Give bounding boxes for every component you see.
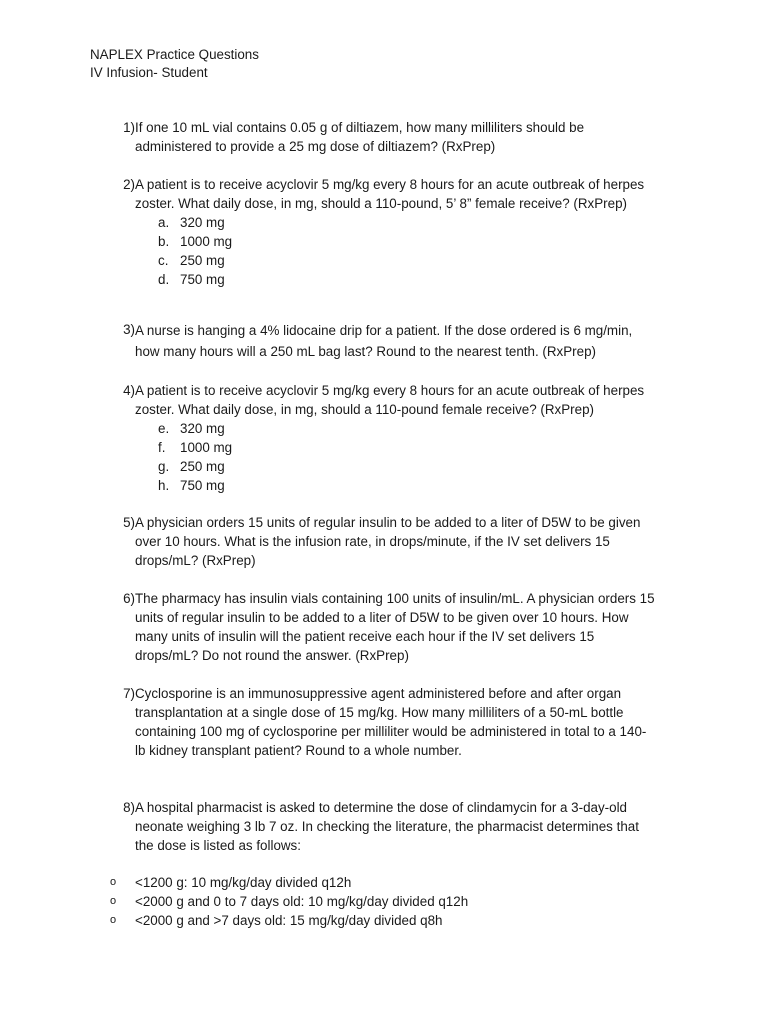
- answer-options: [135, 419, 683, 495]
- option-letter: g.: [158, 459, 170, 474]
- question-line: zoster. What daily dose, in mg, should a 110-pound female receive? (RxPrep): [135, 402, 594, 417]
- answer-option: [135, 270, 683, 289]
- question-line: the dose is listed as follows:: [135, 838, 301, 853]
- question-line: The pharmacy has insulin vials containing 100 units of insulin/mL. A physician orders 15: [135, 591, 655, 606]
- question-number: 8): [123, 800, 135, 815]
- option-letter: f.: [158, 440, 166, 455]
- option-value: 320 mg: [180, 421, 225, 436]
- option-value: 750 mg: [180, 478, 225, 493]
- option-value: 1000 mg: [180, 440, 233, 455]
- option-letter: b.: [158, 234, 170, 249]
- question-line: how many hours will a 250 mL bag last? Round to the nearest tenth. (RxPrep): [135, 344, 596, 359]
- question-line: units of regular insulin to be added to a liter of D5W to be given over 10 hours. How: [135, 610, 629, 625]
- question-line: transplantation at a single dose of 15 mg/kg. How many milliliters of a 50-mL bottle: [135, 705, 624, 720]
- question-text: [135, 684, 683, 760]
- answer-option: [135, 251, 683, 270]
- bullet-text: <2000 g and 0 to 7 days old: 10 mg/kg/day divided q12h: [135, 894, 469, 909]
- question-line: lb kidney transplant patient? Round to a whole number.: [135, 743, 462, 758]
- question-line: over 10 hours. What is the infusion rate, in drops/minute, if the IV set delivers 15: [135, 534, 610, 549]
- option-letter: c.: [158, 253, 169, 268]
- question-number: 7): [123, 686, 135, 701]
- option-value: 320 mg: [180, 215, 225, 230]
- question-line: drops/mL? (RxPrep): [135, 553, 256, 568]
- option-letter: e.: [158, 421, 170, 436]
- option-value: 1000 mg: [180, 234, 233, 249]
- answer-option: [135, 213, 683, 232]
- question-number: 1): [123, 120, 135, 135]
- question-text: [135, 118, 683, 156]
- document-title: NAPLEX Practice Questions: [90, 47, 259, 62]
- question-text: [135, 381, 683, 495]
- question-line: A patient is to receive acyclovir 5 mg/kg every 8 hours for an acute outbreak of herpes: [135, 383, 645, 398]
- option-value: 250 mg: [180, 253, 225, 268]
- question-line: If one 10 mL vial contains 0.05 g of diltiazem, how many milliliters should be: [135, 120, 585, 135]
- option-letter: a.: [158, 215, 170, 230]
- answer-option: [135, 419, 683, 438]
- bullet-text: <1200 g: 10 mg/kg/day divided q12h: [135, 875, 352, 890]
- question-number: 5): [123, 515, 135, 530]
- bullet-item: [110, 911, 670, 930]
- question-line: neonate weighing 3 lb 7 oz. In checking the literature, the pharmacist determines that: [135, 819, 639, 834]
- bullet-text: <2000 g and >7 days old: 15 mg/kg/day divided q8h: [135, 913, 443, 928]
- question-text: [135, 513, 683, 570]
- option-value: 750 mg: [180, 272, 225, 287]
- question-number: 2): [123, 177, 135, 192]
- question-line: zoster. What daily dose, in mg, should a 110-pound, 5’ 8” female receive? (RxPrep): [135, 196, 627, 211]
- question-line: A nurse is hanging a 4% lidocaine drip for a patient. If the dose ordered is 6 mg/min,: [135, 323, 633, 338]
- question-line: many units of insulin will the patient receive each hour if the IV set delivers 15: [135, 629, 595, 644]
- answer-option: [135, 476, 683, 495]
- question-line: Cyclosporine is an immunosuppressive agent administered before and after organ: [135, 686, 622, 701]
- question-line: A physician orders 15 units of regular insulin to be added to a liter of D5W to be given: [135, 515, 641, 530]
- bullet-marker: o: [110, 914, 117, 926]
- question-number: 4): [123, 383, 135, 398]
- question-text: [135, 798, 683, 855]
- question-number: 3): [123, 322, 135, 337]
- bullet-marker: o: [110, 895, 117, 907]
- bullet-item: [110, 892, 670, 911]
- answer-option: [135, 438, 683, 457]
- question-text: [135, 175, 683, 289]
- option-letter: h.: [158, 478, 170, 493]
- answer-option: [135, 457, 683, 476]
- question-text: [135, 320, 683, 362]
- question-line: drops/mL? Do not round the answer. (RxPrep): [135, 648, 409, 663]
- option-value: 250 mg: [180, 459, 225, 474]
- dose-bullet-list: [110, 873, 670, 930]
- bullet-item: [110, 873, 670, 892]
- question-line: containing 100 mg of cyclosporine per milliliter would be administered in total to a 140-: [135, 724, 647, 739]
- question-line: A hospital pharmacist is asked to determine the dose of clindamycin for a 3-day-old: [135, 800, 627, 815]
- question-text: [135, 589, 683, 665]
- document-header: [90, 46, 259, 82]
- question-number: 6): [123, 591, 135, 606]
- option-letter: d.: [158, 272, 170, 287]
- question-line: A patient is to receive acyclovir 5 mg/kg every 8 hours for an acute outbreak of herpes: [135, 177, 645, 192]
- answer-option: [135, 232, 683, 251]
- question-line: administered to provide a 25 mg dose of diltiazem? (RxPrep): [135, 139, 496, 154]
- bullet-marker: o: [110, 876, 117, 888]
- document-subtitle: IV Infusion- Student: [90, 65, 208, 80]
- answer-options: [135, 213, 683, 289]
